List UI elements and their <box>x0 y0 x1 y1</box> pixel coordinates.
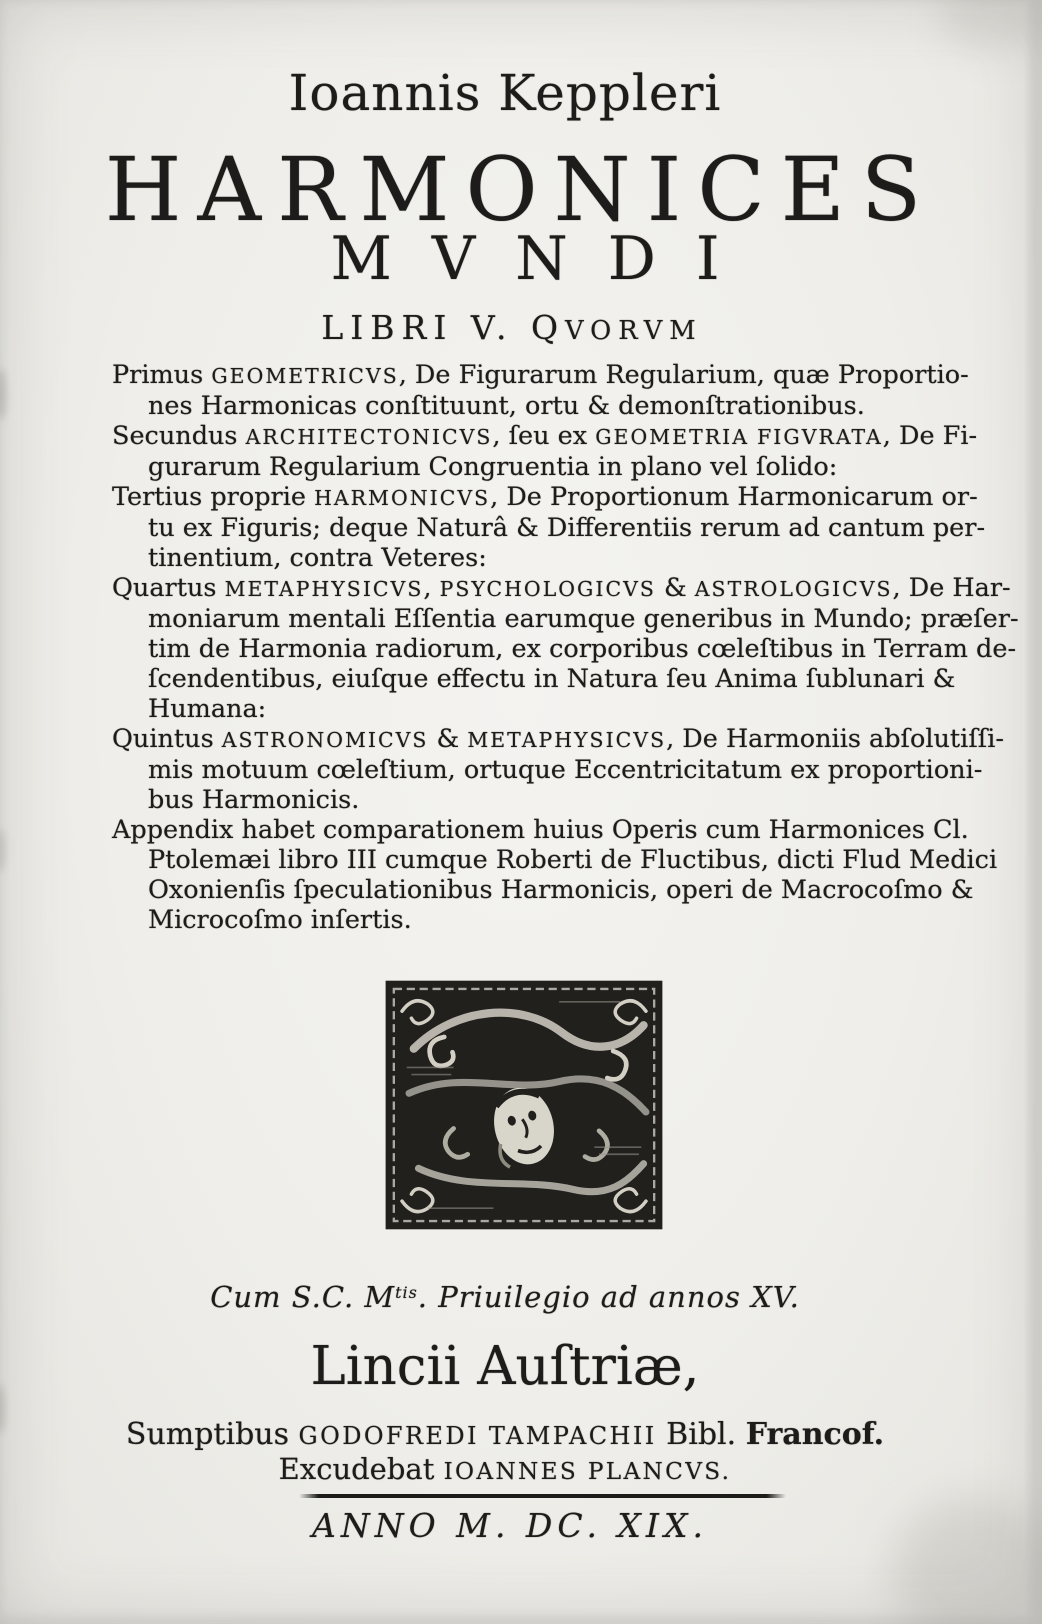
text-segment: GEOMETRICVS <box>211 364 399 388</box>
imprint-publisher-line <box>0 1417 1010 1452</box>
main-title-second-word: MVNDI <box>330 224 760 294</box>
text-line <box>112 845 998 875</box>
text-segment: ASTROLOGICVS <box>694 577 893 601</box>
book-entry <box>112 573 1019 724</box>
text-line <box>112 724 1004 755</box>
text-segment: ſcendentibus, eiuſque effectu in Natura ſeu Anima ſublunari & <box>148 664 956 694</box>
text-segment: gurarum Regularium Congruentia in plano vel ſolido: <box>148 452 838 482</box>
text-segment: Ptolemæi libro III cumque Roberti de Fluctibus, dicti Flud Medici <box>148 845 998 875</box>
text-line <box>112 513 986 543</box>
book-summaries <box>112 360 1019 935</box>
text-segment: HARMONICVS <box>314 486 491 510</box>
book-entry <box>112 724 1004 815</box>
text-segment: , De Proportionum Harmonicarum or- <box>490 482 978 512</box>
text-line <box>112 875 974 905</box>
scan-artifact-bottom-edge <box>0 1614 1042 1624</box>
text-segment: IOANNES PLANCVS. <box>443 1458 732 1485</box>
text-line <box>112 604 1019 634</box>
text-line <box>112 785 918 815</box>
book-entry <box>112 360 969 421</box>
printer-ornament <box>383 976 665 1238</box>
text-line <box>112 452 918 482</box>
text-line <box>112 694 918 724</box>
text-segment: ASTRONOMICVS <box>221 728 429 752</box>
text-segment: Tertius proprie <box>112 482 315 512</box>
text-segment: Microcoſmo inſertis. <box>148 905 412 935</box>
text-segment: LIBRI V. Q <box>321 308 566 347</box>
text-line <box>112 755 983 785</box>
text-segment: VORVM <box>565 316 703 346</box>
text-segment: , ſeu ex <box>492 421 596 451</box>
text-segment: Francof. <box>745 1417 885 1452</box>
text-line <box>112 360 969 391</box>
imprint-place: Lincii Auſtriæ, <box>310 1336 700 1397</box>
book-entry <box>112 815 998 935</box>
text-segment: Excudebat <box>278 1452 444 1486</box>
text-line <box>112 421 978 452</box>
subtitle-libri-quorum <box>0 308 1017 347</box>
text-segment: moniarum mentali Eſſentia earumque generibus in Mundo; præſer- <box>148 604 1019 634</box>
text-segment: , De Figurarum Regularium, quæ Proportio- <box>398 360 969 390</box>
text-line <box>112 905 918 935</box>
text-segment: tim de Harmonia radiorum, ex corporibus cœleſtibus in Terram de- <box>148 634 1017 664</box>
text-segment: Appendix habet comparationem huius Operis cum Harmonices Cl. <box>112 815 969 845</box>
text-segment: . Priuilegio ad annos XV. <box>417 1280 800 1314</box>
text-segment: Sumptibus <box>125 1417 299 1452</box>
text-segment: & <box>655 573 695 603</box>
text-segment: PSYCHOLOGICVS <box>439 577 656 601</box>
text-line <box>112 391 918 421</box>
text-segment: , De Har- <box>892 573 1011 603</box>
text-segment: , <box>423 573 440 603</box>
text-segment: & <box>428 724 468 754</box>
text-segment: ARCHITECTONICVS <box>245 425 493 449</box>
text-segment: METAPHYSICVS <box>467 728 667 752</box>
scan-artifact-smudge <box>0 368 6 420</box>
author-line: Ioannis Keppleri <box>288 64 722 122</box>
text-segment: Quartus <box>112 573 225 603</box>
main-title: HARMONICES <box>104 138 938 241</box>
text-line <box>112 543 918 573</box>
text-segment: , De Harmoniis abſolutiſſi- <box>666 724 1004 754</box>
book-entry <box>112 421 978 482</box>
imprint-printer-line <box>0 1452 1010 1486</box>
text-segment: Humana: <box>148 694 267 724</box>
text-line <box>112 573 1011 604</box>
text-segment: Oxonienſis ſpeculationibus Harmonicis, operi de Macrocoſmo & <box>148 875 974 905</box>
text-segment: tis <box>395 1283 418 1303</box>
book-entry <box>112 482 986 573</box>
text-segment: Quintus <box>112 724 222 754</box>
text-line <box>112 815 969 845</box>
text-segment: bus Harmonicis. <box>148 785 360 815</box>
text-segment: Primus <box>112 360 212 390</box>
scan-artifact-blotch <box>938 0 1042 52</box>
text-segment: METAPHYSICVS <box>224 577 424 601</box>
scan-artifact-smudge <box>0 828 5 872</box>
text-segment: Secundus <box>112 421 246 451</box>
text-segment: GEOMETRIA <box>595 425 749 449</box>
text-segment: nes Harmonicas conſtituunt, ortu & demonſtrationibus. <box>148 391 865 421</box>
text-segment <box>749 421 757 451</box>
text-segment: Bibl. <box>656 1417 746 1452</box>
text-segment: Cum S.C. M <box>210 1280 396 1314</box>
privilege-line <box>0 1280 1010 1314</box>
horizontal-rule <box>299 1494 786 1498</box>
text-line <box>112 634 1017 664</box>
text-segment: FIGVRATA <box>757 425 883 449</box>
text-segment: mis motuum cœleſtium, ortuque Eccentricitatum ex proportioni- <box>148 755 983 785</box>
text-segment: tu ex Figuris; deque Naturâ & Differentiis rerum ad cantum per- <box>148 513 986 543</box>
printer-device-woodcut <box>383 976 665 1234</box>
text-line <box>112 482 978 513</box>
text-segment: GODOFREDI TAMPACHII <box>298 1422 657 1450</box>
text-segment: , De Fi- <box>882 421 978 451</box>
text-line <box>112 664 956 694</box>
imprint-year-line: ANNO M. DC. XIX. <box>312 1506 708 1545</box>
text-segment: tinentium, contra Veteres: <box>148 543 487 573</box>
